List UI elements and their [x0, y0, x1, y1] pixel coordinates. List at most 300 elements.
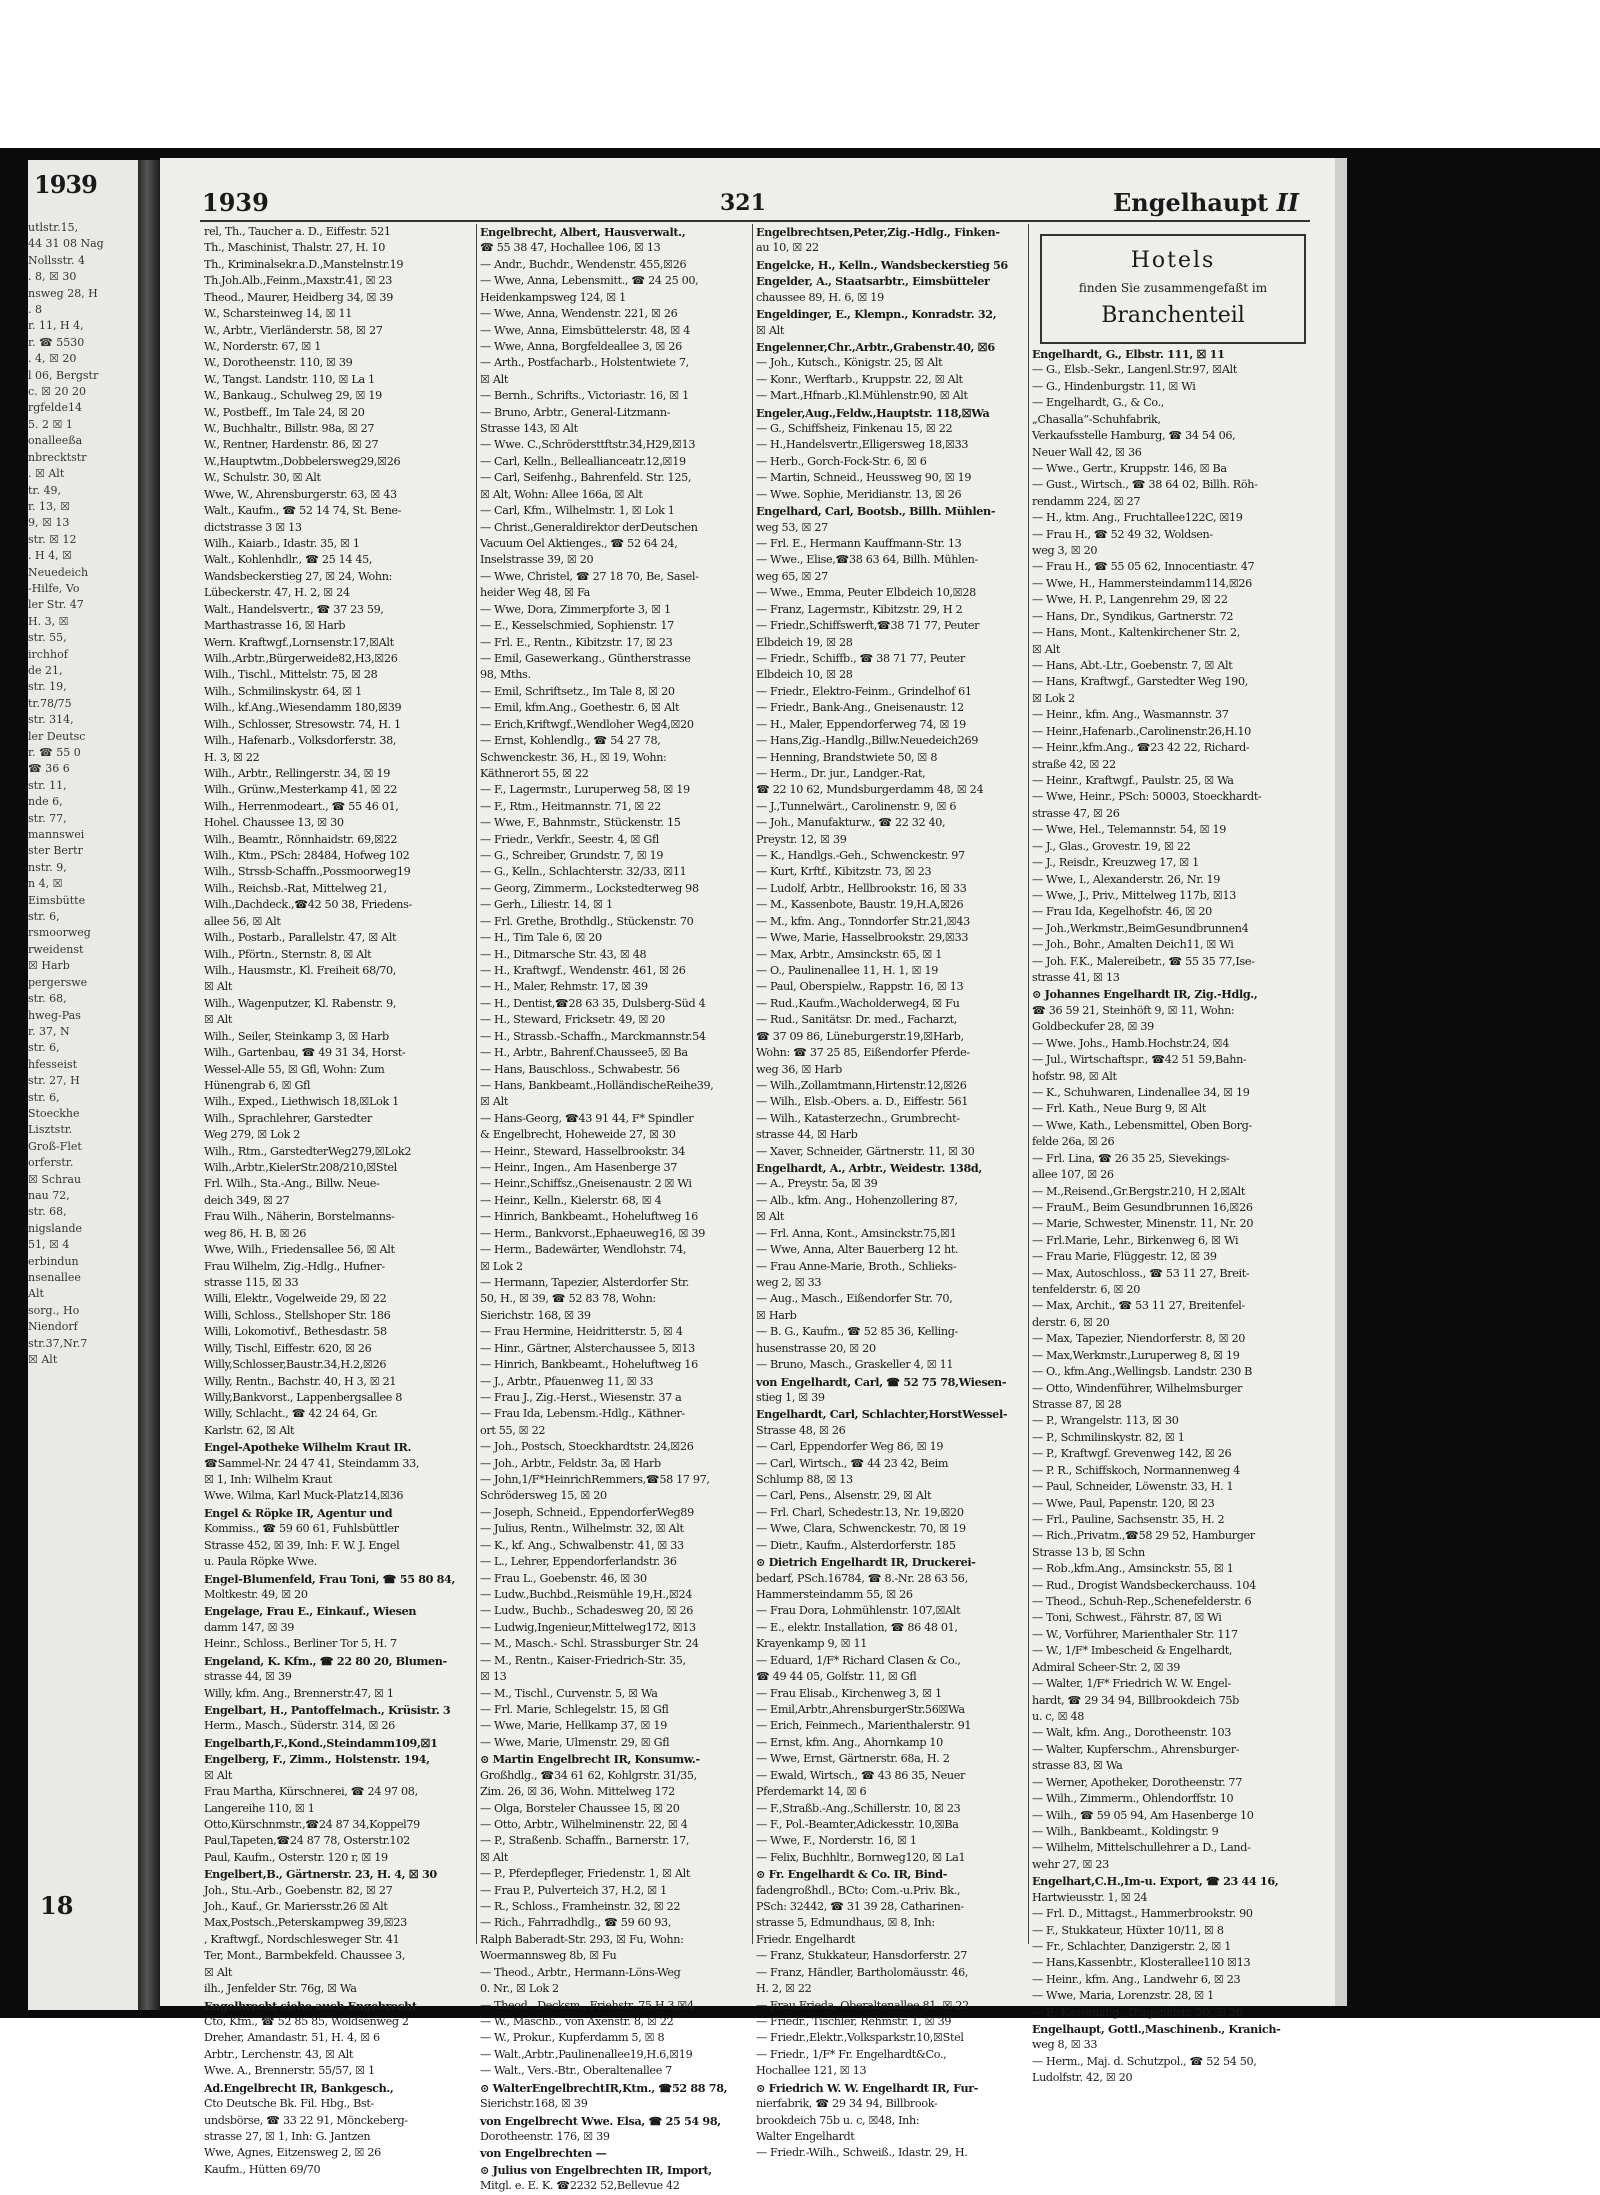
directory-entry-line: H. 3, ☒ 22 — [204, 750, 260, 764]
directory-entry-line: Pferdemarkt 14, ☒ 6 — [756, 1785, 867, 1799]
directory-entry-line: — Rud., Sanitätsr. Dr. med., Facharzt, — [756, 1013, 958, 1027]
prev-page-fragment: . 4, ☒ 20 — [28, 352, 77, 366]
directory-entry-line: Engelenner,Chr.,Arbtr.,Grabenstr.40, ☒6 — [756, 339, 995, 354]
directory-entry-line: — Friedr.,Elektr.,Volksparkstr.10,☒Stel — [756, 2031, 964, 2045]
directory-entry-line: Käthnerort 55, ☒ 22 — [480, 766, 589, 780]
directory-entry-line: Paul,Tapeten,☎24 87 78, Osterstr.102 — [204, 1834, 410, 1848]
directory-entry-line: — Wwe, Anna, Borgfeldeallee 3, ☒ 26 — [480, 339, 682, 353]
directory-entry-line: Ludolfstr. 42, ☒ 20 — [1032, 2071, 1133, 2085]
directory-entry-line: — Heinr., kfm. Ang., Wasmannstr. 37 — [1032, 708, 1229, 722]
directory-entry-line: — M.,Reisend.,Gr.Bergstr.210, H 2,☒Alt — [1032, 1184, 1245, 1198]
directory-entry-line: — Herm., Badewärter, Wendlohstr. 74, — [480, 1243, 687, 1257]
prev-page-fragment: Alt — [28, 1287, 44, 1301]
directory-entry-line: — Ernst, Kohlendlg., ☎ 54 27 78, — [480, 734, 661, 748]
directory-entry-line: — M., Tischl., Curvenstr. 5, ☒ Wa — [480, 1686, 658, 1700]
directory-entry-line: — H., Maler, Rehmstr. 17, ☒ 39 — [480, 980, 648, 994]
prev-page-fragment: ler Deutsc — [28, 729, 86, 743]
directory-entry-line: — P., Straßenb. Schaffn., Barnerstr. 17, — [480, 1834, 690, 1848]
directory-entry-line: — Friedr., Schiffb., ☎ 38 71 77, Peuter — [756, 651, 965, 665]
directory-entry-line: hardt, ☎ 29 34 94, Billbrookdeich 75b — [1032, 1693, 1239, 1707]
directory-entry-line: — Frau Anne-Marie, Broth., Schlieks- — [756, 1259, 957, 1273]
prev-page-fragment: ☒ Harb — [28, 959, 70, 973]
directory-entry-line: — Walt., Vers.-Btr., Oberaltenallee 7 — [480, 2064, 672, 2078]
directory-entry-line: — Friedr., 1/F* Fr. Engelhardt&Co., — [756, 2047, 947, 2061]
directory-entry-line: ☎ 49 44 05, Golfstr. 11, ☒ Gfl — [756, 1670, 917, 1684]
directory-entry-line: Wilh., Schlosser, Stresowstr. 74, H. 1 — [204, 717, 401, 731]
directory-entry-line: Wilh., Seiler, Steinkamp 3, ☒ Harb — [204, 1029, 389, 1043]
directory-entry-line: Sierichstr.168, ☒ 39 — [480, 2097, 588, 2111]
directory-entry-line: ☒ Alt — [756, 323, 784, 337]
prev-page-fragment: str. 314, — [28, 713, 74, 727]
directory-entry-line: ⊙ Johannes Engelhardt IR, Zig.-Hdlg., — [1032, 987, 1258, 1002]
directory-entry-line: Dreher, Amandastr. 51, H. 4, ☒ 6 — [204, 2031, 380, 2045]
directory-entry-line: Willy,Schlosser,Baustr.34,H.2,☒26 — [204, 1358, 387, 1372]
prev-page-fragment: str. 27, H — [28, 1074, 80, 1088]
directory-entry-line: — Max,Werkmstr.,Luruperweg 8, ☒ 19 — [1032, 1348, 1240, 1362]
directory-entry-line: — K., kf. Ang., Schwalbenstr. 41, ☒ 33 — [480, 1538, 684, 1552]
directory-entry-line: 50, H., ☒ 39, ☎ 52 83 78, Wohn: — [480, 1292, 656, 1306]
directory-entry-line: — Hinr., Gärtner, Alsterchaussee 5, ☒13 — [480, 1341, 695, 1355]
page-year: 1939 — [202, 188, 269, 217]
directory-entry-line: — Wwe, Maria, Lorenzstr. 28, ☒ 1 — [1032, 1989, 1214, 2003]
directory-entry-line: — Joh., Postsch, Stoeckhardtstr. 24,☒26 — [480, 1440, 694, 1454]
directory-entry-line: — L., Lehrer, Eppendorferlandstr. 36 — [480, 1555, 677, 1569]
prev-page-fragment: nde 6, — [28, 795, 63, 809]
directory-entry-line: 98, Mths. — [480, 668, 531, 682]
directory-entry-line: — Friedr., Tischler, Rehmstr. 1, ☒ 39 — [756, 2014, 952, 2028]
directory-entry-line: ☒ Harb — [756, 1308, 797, 1322]
directory-entry-line: — Emil,Arbtr.,AhrensburgerStr.56☒Wa — [756, 1702, 965, 1716]
directory-entry-line: — H., Kraftwgf., Wendenstr. 461, ☒ 26 — [480, 963, 686, 977]
directory-entry-line: — W., Vorführer, Marienthaler Str. 117 — [1032, 1627, 1238, 1641]
directory-entry-line: — R., Schloss., Framheinstr. 32, ☒ 22 — [480, 1900, 681, 1914]
directory-entry-line: — Frau Ida, Lebensm.-Hdlg., Käthner- — [480, 1407, 685, 1421]
directory-entry-line: Wwe. A., Brennerstr. 55/57, ☒ 1 — [204, 2064, 375, 2078]
directory-entry-line: ⊙ Fr. Engelhardt & Co. IR, Bind- — [756, 1867, 948, 1882]
directory-entry-line: — Herm., Maj. d. Schutzpol., ☎ 52 54 50, — [1032, 2054, 1257, 2068]
directory-entry-line: — Frau H., ☎ 55 05 62, Innocentiastr. 47 — [1032, 560, 1255, 574]
directory-entry-line: — Wwe, Kath., Lebensmittel, Oben Borg- — [1032, 1118, 1252, 1132]
directory-entry-line: Wilh., Rtm., GarstedterWeg279,☒Lok2 — [204, 1144, 412, 1158]
column-divider — [476, 224, 477, 1944]
directory-entry-line: Arbtr., Lerchenstr. 43, ☒ Alt — [204, 2047, 353, 2061]
directory-entry-line: von Engelhardt, Carl, ☎ 52 75 78,Wiesen- — [756, 1374, 1007, 1389]
directory-entry-line: Großhdlg., ☎34 61 62, Kohlgrstr. 31/35, — [480, 1768, 697, 1782]
directory-entry-line: ☒ Alt — [204, 1965, 232, 1979]
prev-page-fragment: orferstr. — [28, 1156, 74, 1170]
directory-entry-line: husenstrasse 20, ☒ 20 — [756, 1341, 876, 1355]
directory-entry-line: — G., Elsb.-Sekr., Langenl.Str.97, ☒Alt — [1032, 363, 1237, 377]
prev-page-fragment: str. 68, — [28, 1205, 67, 1219]
directory-entry-line: Walt., Kaufm., ☎ 52 14 74, St. Bene- — [204, 504, 402, 518]
directory-entry-line: Engelhart,C.H.,Im-u. Export, ☎ 23 44 16, — [1032, 1874, 1279, 1889]
directory-entry-line: — Wwe., Emma, Peuter Elbdeich 10,☒28 — [756, 586, 976, 600]
directory-entry-line: — Friedr.-Wilh., Schweiß., Idastr. 29, H. — [756, 2146, 968, 2160]
directory-entry-line: — Wwe, Marie, Hellkamp 37, ☒ 19 — [480, 1719, 667, 1733]
directory-entry-line: — Max, Arbtr., Amsinckstr. 65, ☒ 1 — [756, 947, 943, 961]
prev-page-fragment: 51, ☒ 4 — [28, 1238, 70, 1252]
directory-entry-line: — Xaver, Schneider, Gärtnerstr. 11, ☒ 30 — [756, 1144, 975, 1158]
directory-entry-line: Wilh., Kaiarb., Idastr. 35, ☒ 1 — [204, 537, 360, 551]
directory-entry-line: — O., Paulinenallee 11, H. 1, ☒ 19 — [756, 963, 939, 977]
directory-entry-line: — Dietr., Kaufm., Alsterdorferstr. 185 — [756, 1538, 956, 1552]
directory-entry-line: — G., Schreiber, Grundstr. 7, ☒ 19 — [480, 849, 664, 863]
directory-entry-line: — A., Preystr. 5a, ☒ 39 — [756, 1177, 878, 1191]
directory-entry-line: — Jul., Wirtschaftspr., ☎42 51 59,Bahn- — [1032, 1053, 1247, 1067]
directory-entry-line: — F.,Straßb.-Ang.,Schillerstr. 10, ☒ 23 — [756, 1801, 961, 1815]
directory-entry-line: — Rob.,kfm.Ang., Amsinckstr. 55, ☒ 1 — [1032, 1562, 1234, 1576]
directory-entry-line: Kaufm., Hütten 69/70 — [204, 2162, 321, 2176]
directory-entry-line: derstr. 6, ☒ 20 — [1032, 1315, 1110, 1329]
prev-page-fragment: de 21, — [28, 663, 63, 677]
directory-entry-line: Wwe, W., Ahrensburgerstr. 63, ☒ 43 — [204, 487, 397, 501]
directory-entry-line: — Hermann, Tapezier, Alsterdorfer Str. — [480, 1276, 689, 1289]
directory-entry-line: — E., elektr. Installation, ☎ 86 48 01, — [756, 1620, 958, 1634]
directory-entry-line: ☒ Alt — [204, 1013, 232, 1027]
directory-entry-line: — Friedr.,Schiffswerft,☎38 71 77, Peuter — [756, 619, 980, 633]
directory-entry-line: — Gerh., Liliestr. 14, ☒ 1 — [480, 898, 613, 912]
directory-entry-line: — Heinr., Ingen., Am Hasenberge 37 — [480, 1161, 678, 1175]
directory-entry-line: — F., Stukkateur, Hüxter 10/11, ☒ 8 — [1032, 1923, 1224, 1937]
directory-entry-line: weg 65, ☒ 27 — [756, 569, 828, 583]
directory-entry-line: — Fr., Schlachter, Danzigerstr. 2, ☒ 1 — [1032, 1939, 1232, 1953]
directory-entry-line: Heinr., Schloss., Berliner Tor 5, H. 7 — [204, 1637, 397, 1651]
prev-page-fragment: r. ☎ 55 0 — [28, 746, 81, 759]
directory-entry-line: — Emil, kfm.Ang., Goethestr. 6, ☒ Alt — [480, 701, 680, 715]
directory-entry-line: — G., Schiffsheiz, Finkenau 15, ☒ 22 — [756, 422, 953, 436]
prev-page-fragment: ☒ Alt — [28, 1353, 58, 1367]
prev-page-fragment: Neuedeich — [28, 565, 89, 579]
directory-entry-line: Engelbrecht siehe auch Engebrecht — [204, 1998, 417, 2013]
hotels-advert-box — [1040, 234, 1306, 344]
directory-entry-line: H. 2, ☒ 22 — [756, 1982, 812, 1996]
directory-entry-line: ☒ Alt, Wohn: Allee 166a, ☒ Alt — [480, 487, 643, 501]
directory-entry-line: Joh., Stu.-Arb., Goebenstr. 82, ☒ 27 — [204, 1883, 393, 1897]
directory-entry-line: — Herb., Gorch-Fock-Str. 6, ☒ 6 — [756, 454, 927, 468]
directory-entry-line: — Olga, Borsteler Chaussee 15, ☒ 20 — [480, 1801, 680, 1815]
directory-entry-line: Wilh., Pförtn., Sternstr. 8, ☒ Alt — [204, 947, 372, 961]
directory-entry-line: strasse 44, ☒ 39 — [204, 1670, 292, 1684]
directory-entry-line: — Heinr.,Hafenarb.,Carolinenstr.26,H.10 — [1032, 724, 1251, 738]
directory-entry-line: — Ludolf, Arbtr., Hellbrookstr. 16, ☒ 33 — [756, 881, 967, 895]
directory-entry-line: — Wwe, Heinr., PSch: 50003, Stoeckhardt- — [1032, 790, 1262, 804]
directory-entry-line: weg 36, ☒ Harb — [756, 1062, 842, 1076]
directory-entry-line: — F., Rtm., Heitmannstr. 71, ☒ 22 — [480, 799, 661, 813]
directory-entry-line: — Theod., Schuh-Rep.,Schenefelderstr. 6 — [1032, 1595, 1252, 1609]
directory-entry-line: rendamm 224, ☒ 27 — [1032, 494, 1141, 508]
prev-page-fragment: r. ☎ 5530 — [28, 335, 85, 349]
directory-entry-line: Woermannsweg 8b, ☒ Fu — [480, 1949, 617, 1963]
directory-entry-line: — Bruno, Arbtr., General-Litzmann- — [480, 405, 671, 419]
directory-entry-line: Walt., Handelsvertr., ☎ 37 23 59, — [204, 602, 384, 616]
directory-entry-line: Otto,Kürschnmstr.,☎24 87 34,Koppel79 — [204, 1817, 420, 1831]
directory-entry-line: — Erich,Kriftwgf.,Wendloher Weg4,☒20 — [480, 717, 694, 731]
directory-entry-line: — F., Lagermstr., Luruperweg 58, ☒ 19 — [480, 783, 690, 797]
directory-entry-line: — Walter, Kupferschm., Ahrensburger- — [1032, 1742, 1240, 1756]
directory-entry-line: — Kurt, Krftf., Kibitzstr. 73, ☒ 23 — [756, 865, 932, 879]
directory-entry-line: — Wwe, J., Priv., Mittelweg 117b, ☒13 — [1032, 888, 1237, 902]
directory-entry-line: — Toni, Schwest., Fährstr. 87, ☒ Wi — [1032, 1611, 1222, 1625]
directory-entry-line: — Frl. Marie, Schlegelstr. 15, ☒ Gfl — [480, 1702, 669, 1716]
directory-entry-line: — John,1/F*HeinrichRemmers,☎58 17 97, — [480, 1473, 710, 1487]
prev-page-fragment: nbrecktstr — [28, 450, 87, 464]
prev-page-folio: 18 — [40, 1891, 74, 1920]
prev-page-fragment: 5. 2 ☒ 1 — [28, 417, 73, 431]
running-head-name: Engelhaupt — [1112, 188, 1269, 217]
column-4 — [1032, 346, 1312, 2085]
column-divider — [1028, 224, 1029, 1944]
directory-entry-line: — Christ.,Generaldirektor derDeutschen — [480, 520, 698, 534]
directory-entry-line: Strasse 13 b, ☒ Schn — [1032, 1545, 1145, 1559]
directory-entry-line: — Ludwig,Ingenieur,Mittelweg172, ☒13 — [480, 1620, 696, 1634]
book-gutter — [138, 160, 160, 2010]
directory-entry-line: W., Schulstr. 30, ☒ Alt — [204, 471, 321, 485]
directory-entry-line: — M., kfm. Ang., Tonndorfer Str.21,☒43 — [756, 914, 970, 928]
directory-entry-line: „Chasalla“-Schuhfabrik, — [1032, 412, 1161, 426]
prev-page-fragment: utlstr.15, — [28, 221, 79, 234]
directory-entry-line: Schrödersweg 15, ☒ 20 — [480, 1489, 607, 1503]
directory-entry-line: W., Buchhaltr., Billstr. 98a, ☒ 27 — [204, 422, 375, 436]
prev-page-fragment: tr.78/75 — [28, 696, 72, 710]
prev-page-fragment: Niendorf — [28, 1320, 78, 1334]
directory-entry-line: — Wwe., Elise,☎38 63 64, Billh. Mühlen- — [756, 553, 978, 567]
prev-page-fragment: onalleeßa — [28, 434, 83, 448]
directory-entry-line: Wilh., Schmilinskystr. 64, ☒ 1 — [204, 684, 362, 698]
directory-entry-line: 0. Nr., ☒ Lok 2 — [480, 1982, 559, 1996]
directory-entry-line: — Wwe, Paul, Papenstr. 120, ☒ 23 — [1032, 1496, 1215, 1510]
directory-entry-line: Hünengrab 6, ☒ Gfl — [204, 1078, 311, 1092]
directory-entry-line: — Heinr., Steward, Hasselbrookstr. 34 — [480, 1144, 685, 1158]
directory-entry-line: — Joh. F.K., Malereibetr., ☎ 55 35 77,Ise- — [1032, 954, 1255, 968]
directory-entry-line: — Emil, Gasewerkang., Güntherstrasse — [480, 651, 691, 665]
directory-entry-line: Hochallee 121, ☒ 13 — [756, 2064, 867, 2078]
prev-page-fragment: ☒ Schrau — [28, 1172, 82, 1186]
directory-entry-line: rel, Th., Taucher a. D., Eiffestr. 521 — [204, 225, 391, 238]
directory-entry-line: — Heinr.,Schiffsz.,Gneisenaustr. 2 ☒ Wi — [480, 1177, 692, 1191]
directory-entry-line: — H., Arbtr., Bahrenf.Chaussee5, ☒ Ba — [480, 1046, 688, 1060]
directory-entry-line: Willi, Elektr., Vogelweide 29, ☒ 22 — [204, 1292, 387, 1306]
directory-entry-line: — Hinrich, Bankbeamt., Hoheluftweg 16 — [480, 1210, 698, 1224]
directory-entry-line: ☎ 36 59 21, Steinhöft 9, ☒ 11, Wohn: — [1032, 1003, 1235, 1017]
directory-entry-line: Engelbarth,F.,Kond.,Steindamm109,☒1 — [204, 1735, 438, 1750]
prev-page-fragment: str. 6, — [28, 910, 60, 924]
directory-entry-line: Paul, Kaufm., Osterstr. 120 r, ☒ 19 — [204, 1850, 388, 1864]
column-divider — [752, 224, 753, 1944]
directory-entry-line: — Rud.,Kaufm.,Wacholderweg4, ☒ Fu — [756, 996, 960, 1010]
directory-entry-line: — H., Steward, Fricksetr. 49, ☒ 20 — [480, 1013, 665, 1027]
directory-entry-line: Strasse 48, ☒ 26 — [756, 1423, 846, 1437]
directory-entry-line: — G., Hindenburgstr. 11, ☒ Wi — [1032, 379, 1196, 393]
directory-entry-line: — P., Schmilinskystr. 82, ☒ 1 — [1032, 1430, 1185, 1444]
directory-entry-line: — Arth., Postfacharb., Holstentwiete 7, — [480, 356, 689, 370]
directory-entry-line: Engelhardt, A., Arbtr., Weidestr. 138d, — [756, 1161, 982, 1176]
directory-entry-line: Vacuum Oel Aktienges., ☎ 52 64 24, — [480, 537, 678, 551]
directory-entry-line: Ralph Baberadt-Str. 293, ☒ Fu, Wohn: — [480, 1932, 684, 1946]
directory-entry-line: ☒ Alt — [1032, 642, 1060, 656]
directory-entry-line: — Hans,Zig.-Handlg.,Billw.Neuedeich269 — [756, 734, 979, 748]
directory-entry-line: — Frl. E., Rentn., Kibitzstr. 17, ☒ 23 — [480, 635, 673, 649]
directory-entry-line: Th., Maschinist, Thalstr. 27, H. 10 — [204, 241, 385, 255]
directory-entry-line: — Heinr.,kfm.Ang., ☎23 42 22, Richard- — [1032, 741, 1250, 755]
directory-entry-line: Walt., Kohlenhdlr., ☎ 25 14 45, — [204, 553, 373, 567]
directory-entry-line: — Frl. Kath., Neue Burg 9, ☒ Alt — [1032, 1102, 1206, 1116]
directory-entry-line: — Frl., Pauline, Sachsenstr. 35, H. 2 — [1032, 1512, 1225, 1526]
directory-entry-line: — Hinrich, Bankbeamt., Hoheluftweg 16 — [480, 1358, 698, 1372]
directory-entry-line: Wwe, Wilh., Friedensallee 56, ☒ Alt — [204, 1243, 395, 1257]
directory-entry-line: Wandsbeckerstieg 27, ☒ 24, Wohn: — [204, 569, 392, 583]
directory-entry-line: Ad.Engelbrecht IR, Bankgesch., — [204, 2080, 394, 2095]
directory-entry-line: — Mart.,Hfnarb.,Kl.Mühlenstr.90, ☒ Alt — [756, 389, 968, 403]
prev-page-fragment: nsenallee — [28, 1271, 81, 1284]
directory-entry-line: — H., Dentist,☎28 63 35, Dulsberg-Süd 4 — [480, 996, 706, 1010]
prev-page-fragment: rgfelde14 — [28, 401, 82, 415]
directory-entry-line: Willy, Schlacht., ☎ 42 24 64, Gr. — [204, 1407, 378, 1421]
directory-entry-line: Wilh., Hafenarb., Volksdorferstr. 38, — [204, 734, 397, 748]
directory-entry-line: weg 3, ☒ 20 — [1032, 544, 1098, 558]
directory-entry-line: Strasse 143, ☒ Alt — [480, 422, 578, 436]
directory-entry-line: Th., Kriminalsekr.a.D.,Manstelnstr.19 — [204, 257, 404, 271]
directory-entry-line: Th.Joh.Alb.,Feinm.,Maxstr.41, ☒ 23 — [204, 274, 393, 288]
prev-page-fragment: c. ☒ 20 20 — [28, 385, 87, 399]
directory-entry-line: — P., Kassenang., Diagonalstr. 50, ☒ 26 — [1032, 2005, 1243, 2019]
directory-entry-line: — M., Rentn., Kaiser-Friedrich-Str. 35, — [480, 1653, 686, 1667]
directory-entry-line: Elbdeich 19, ☒ 28 — [756, 635, 853, 649]
directory-entry-line: nierfabrik, ☎ 29 34 94, Billbrook- — [756, 2097, 938, 2111]
directory-entry-line: — Carl, Kfm., Wilhelmstr. 1, ☒ Lok 1 — [480, 504, 675, 518]
directory-entry-line: — Frau Hermine, Heidritterstr. 5, ☒ 4 — [480, 1325, 683, 1339]
directory-entry-line: — Aug., Masch., Eißendorfer Str. 70, — [756, 1292, 953, 1306]
directory-entry-line: Wilh., Gartenbau, ☎ 49 31 34, Horst- — [204, 1046, 406, 1060]
directory-entry-line: stieg 1, ☒ 39 — [756, 1390, 825, 1404]
directory-entry-line: Wilh., Hausmstr., Kl. Freiheit 68/70, — [204, 963, 396, 977]
directory-entry-line: Engelcke, H., Kelln., Wandsbeckerstieg 56 — [756, 257, 1008, 272]
directory-entry-line: W.,Hauptwtm.,Dobbelersweg29,☒26 — [204, 454, 401, 468]
directory-entry-line: — Wwe, H. P., Langenrehm 29, ☒ 22 — [1032, 593, 1228, 607]
directory-entry-line: straße 42, ☒ 22 — [1032, 757, 1116, 771]
prev-page-fragment: hfesseist — [28, 1057, 78, 1071]
advert-subtitle: finden Sie zusammengefaßt im — [1078, 281, 1268, 295]
directory-entry-line: — Theod., Decksm., Friehstr. 75,H.3,☒4 — [480, 1998, 694, 2012]
directory-entry-line: Wern. Kraftwgf.,Lornsenstr.17,☒Alt — [204, 635, 394, 649]
directory-entry-line: heider Weg 48, ☒ Fa — [480, 586, 590, 600]
directory-entry-line: — P., Wrangelstr. 113, ☒ 30 — [1032, 1414, 1179, 1428]
directory-entry-line: — Wwe., Gertr., Kruppstr. 146, ☒ Ba — [1032, 461, 1227, 475]
directory-entry-line: Wilh., Tischl., Mittelstr. 75, ☒ 28 — [204, 668, 378, 682]
directory-entry-line: — Carl, Eppendorfer Weg 86, ☒ 19 — [756, 1440, 944, 1454]
directory-entry-line: Cto, Kfm., ☎ 52 85 85, Woldsenweg 2 — [204, 2014, 409, 2028]
directory-entry-line: Wwe. Wilma, Karl Muck-Platz14,☒36 — [204, 1489, 404, 1503]
directory-entry-line: — Engelhardt, G., & Co., — [1032, 396, 1165, 410]
prev-page-fragment: . ☒ Alt — [28, 467, 65, 481]
directory-entry-line: — Hans, Abt.-Ltr., Goebenstr. 7, ☒ Alt — [1032, 659, 1233, 673]
prev-page-fragment: Lisztstr. — [28, 1123, 73, 1137]
directory-entry-line: — Hans-Georg, ☎43 91 44, F* Spindler — [480, 1111, 694, 1125]
directory-entry-line: — Frl. E., Hermann Kauffmann-Str. 13 — [756, 537, 962, 551]
prev-page-fragment: . 8, ☒ 30 — [28, 270, 77, 284]
directory-entry-line: — Ewald, Wirtsch., ☎ 43 86 35, Neuer — [756, 1768, 966, 1782]
directory-entry-line: — M., Masch.- Schl. Strassburger Str. 24 — [480, 1637, 699, 1651]
directory-entry-line: — Wilh., Bankbeamt., Koldingstr. 9 — [1032, 1824, 1219, 1838]
directory-entry-line: Engel & Röpke IR, Agentur und — [204, 1505, 393, 1520]
directory-entry-line: — Wwe. Sophie, Meridianstr. 13, ☒ 26 — [756, 487, 962, 501]
directory-entry-line: PSch: 32442, ☎ 31 39 28, Catharinen- — [756, 1900, 964, 1914]
directory-entry-line: ☎ 55 38 47, Hochallee 106, ☒ 13 — [480, 241, 661, 255]
directory-entry-line: Lübeckerstr. 47, H. 2, ☒ 24 — [204, 586, 350, 600]
directory-entry-line: Hartwieusstr. 1, ☒ 24 — [1032, 1890, 1148, 1904]
directory-entry-line: — Wilh., Zimmerm., Ohlendorffstr. 10 — [1032, 1792, 1234, 1806]
directory-entry-line: — Friedr., Bank-Ang., Gneisenaustr. 12 — [756, 701, 964, 715]
directory-entry-line: — Frau Elisab., Kirchenweg 3, ☒ 1 — [756, 1686, 942, 1700]
directory-entry-line: W., Norderstr. 67, ☒ 1 — [204, 339, 322, 353]
directory-entry-line: Hohel. Chaussee 13, ☒ 30 — [204, 816, 344, 830]
prev-page-fragment: str.37,Nr.7 — [28, 1336, 88, 1350]
directory-entry-line: strasse 47, ☒ 26 — [1032, 806, 1120, 820]
prev-page-fragment: str. 11, — [28, 778, 67, 792]
directory-entry-line: Friedr. Engelhardt — [756, 1932, 856, 1946]
directory-entry-line: weg 8, ☒ 33 — [1032, 2038, 1098, 2052]
directory-entry-line: W., Postbeff., Im Tale 24, ☒ 20 — [204, 405, 365, 419]
directory-entry-line: — Wwe, F., Norderstr. 16, ☒ 1 — [756, 1834, 917, 1848]
prev-page-fragment: erbindun — [28, 1254, 79, 1268]
directory-entry-line: — W., 1/F* Imbescheid & Engelhardt, — [1032, 1644, 1233, 1658]
directory-entry-line: — Paul, Schneider, Löwenstr. 33, H. 1 — [1032, 1480, 1234, 1494]
directory-entry-line: — Gust., Wirtsch., ☎ 38 64 02, Billh. Röh- — [1032, 478, 1258, 492]
prev-page-fragment: 44 31 08 Nag — [28, 237, 104, 251]
directory-entry-line: — Carl, Pens., Alsenstr. 29, ☒ Alt — [756, 1489, 932, 1503]
directory-entry-line: — P., Kraftwgf. Grevenweg 142, ☒ 26 — [1032, 1447, 1232, 1461]
column-1 — [204, 224, 474, 2176]
prev-page-fragment: . 8 — [28, 303, 42, 317]
directory-entry-line: — Alb., kfm. Ang., Hohenzollering 87, — [756, 1193, 958, 1207]
prev-page-fragment: tr. 49, — [28, 483, 61, 497]
directory-entry-line: Engeler,Aug.,Feldw.,Hauptstr. 118,☒Wa — [756, 405, 990, 420]
prev-page-fragment: -Hilfe, Vo — [28, 581, 80, 595]
directory-entry-line: — Henning, Brandstwiete 50, ☒ 8 — [756, 750, 938, 764]
directory-entry-line: Wilh.,Arbtr.,KielerStr.208/210,☒Stel — [204, 1161, 397, 1175]
directory-entry-line: felde 26a, ☒ 26 — [1032, 1135, 1115, 1149]
directory-entry-line: von Engelbrechten — — [480, 2146, 607, 2161]
directory-entry-line: — Hans, Bauschloss., Schwabestr. 56 — [480, 1062, 680, 1076]
prev-page-fragment: mannswei — [28, 828, 85, 842]
prev-page-fragment: str. 68, — [28, 992, 67, 1006]
directory-entry-line: ort 55, ☒ 22 — [480, 1423, 546, 1437]
directory-entry-line: strasse 5, Edmundhaus, ☒ 8, Inh: — [756, 1916, 935, 1930]
running-head — [1113, 188, 1299, 217]
prev-page-fragment: hweg-Pas — [28, 1008, 81, 1022]
directory-entry-line: Joh., Kauf., Gr. Mariersstr.26 ☒ Alt — [204, 1900, 388, 1914]
directory-entry-line: au 10, ☒ 22 — [756, 241, 819, 255]
prev-page-fragment: . H 4, ☒ — [28, 549, 72, 563]
directory-entry-line: Hammersteindamm 55, ☒ 26 — [756, 1588, 913, 1602]
directory-entry-line: dictstrasse 3 ☒ 13 — [204, 520, 302, 534]
directory-entry-line: strasse 83, ☒ Wa — [1032, 1759, 1123, 1773]
directory-entry-line: — Wwe, Anna, Wendenstr. 221, ☒ 26 — [480, 307, 678, 321]
directory-entry-line: — Frl. Anna, Kont., Amsinckstr.75,☒1 — [756, 1226, 957, 1240]
directory-entry-line: — H., Tim Tale 6, ☒ 20 — [480, 931, 602, 945]
directory-entry-line: — Otto, Windenführer, Wilhelmsburger — [1032, 1381, 1243, 1395]
directory-entry-line: — H.,Handelsvertr.,Elligersweg 18,☒33 — [756, 438, 969, 452]
directory-entry-line: Engelder, A., Staatsarbtr., Eimsbütteler — [756, 274, 990, 289]
directory-entry-line: bedarf, PSch.16784, ☎ 8.-Nr. 28 63 56, — [756, 1571, 968, 1585]
directory-entry-line: — Wwe, Ernst, Gärtnerstr. 68a, H. 2 — [756, 1752, 950, 1766]
directory-entry-line: Engelbrecht, Albert, Hausverwalt., — [480, 225, 686, 239]
directory-entry-line: — Heinr., Kraftwgf., Paulstr. 25, ☒ Wa — [1032, 773, 1234, 787]
directory-entry-line: Herm., Masch., Süderstr. 314, ☒ 26 — [204, 1719, 395, 1733]
page-header — [160, 188, 1335, 228]
directory-entry-line: Willy,Bankvorst., Lappenbergsallee 8 — [204, 1390, 403, 1404]
directory-entry-line: — Rud., Drogist Wandsbeckerchauss. 104 — [1032, 1578, 1256, 1592]
prev-page-fragment: r. 13, ☒ — [28, 499, 70, 513]
